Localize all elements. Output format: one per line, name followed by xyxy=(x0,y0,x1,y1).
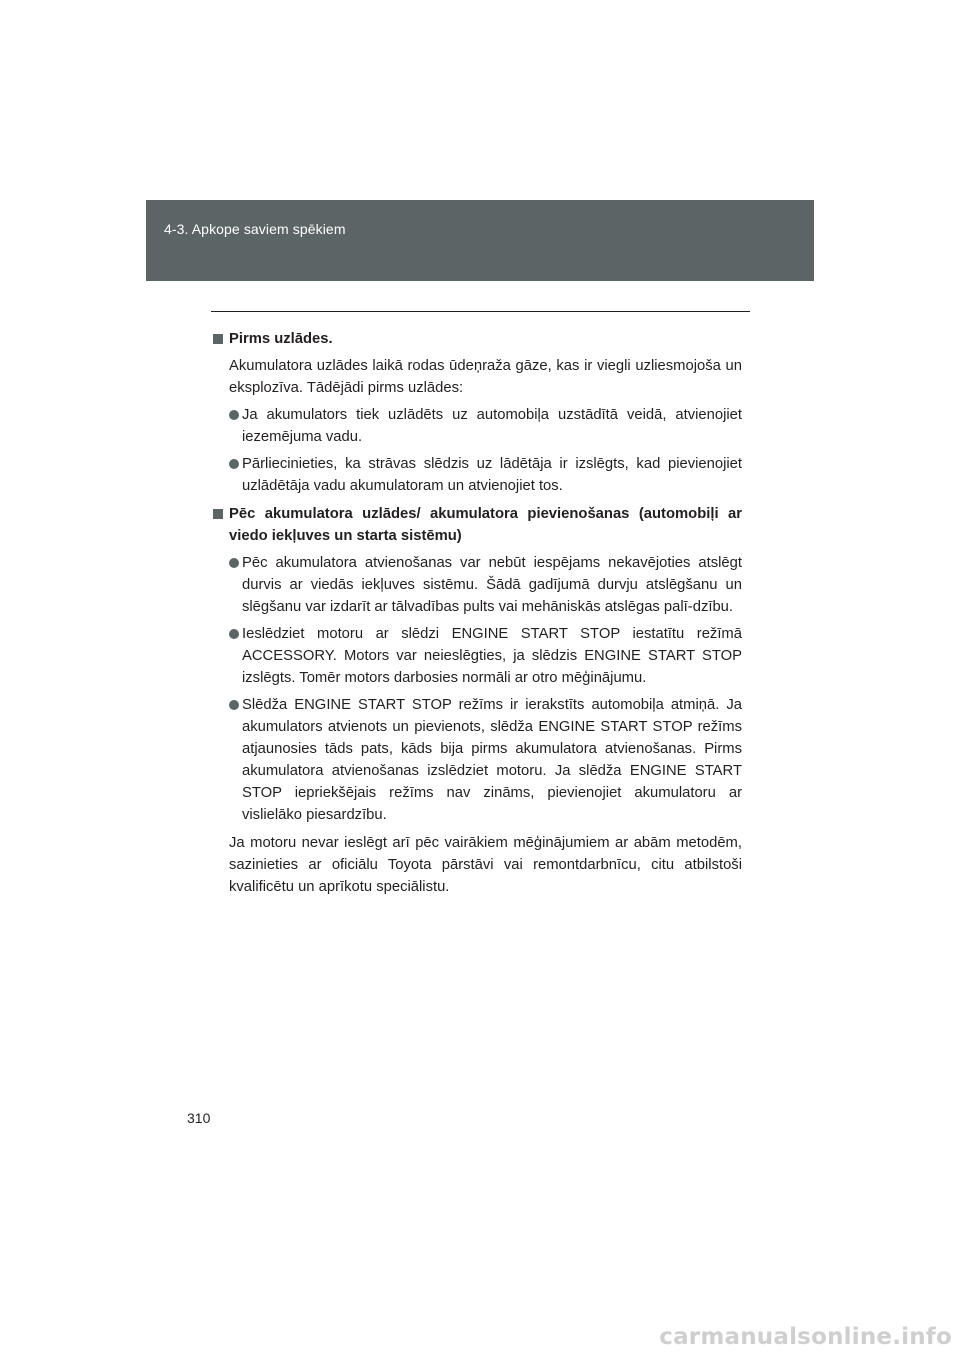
list-item-text: Ja akumulators tiek uzlādēts uz automobiļa uzstādītā veidā, atvienojiet iezemējuma vadu. xyxy=(242,407,742,445)
circle-bullet-icon xyxy=(229,558,239,568)
section-heading-text: Pirms uzlādes. xyxy=(229,331,333,347)
section-heading-before-charging xyxy=(212,328,742,350)
circle-bullet-icon xyxy=(229,629,239,639)
circle-bullet-icon xyxy=(229,410,239,420)
main-content xyxy=(212,328,742,898)
section-heading-text: Pēc akumulatora uzlādes/ akumulatora pievienošanas (automobiļi ar viedo iekļuves un starta sistēmu) xyxy=(229,506,742,544)
list-item-text: Pēc akumulatora atvienošanas var nebūt iespējams nekavējoties atslēgt durvis ar viedās iekļuves sistēmu. Šādā gadījumā durvju atslēgšanu un slēgšanu var izdarīt ar tālvadības pults vai mehāniskās atslēgas palī-dzību. xyxy=(242,555,742,615)
list-item-text: Slēdža ENGINE START STOP režīms ir ierakstīts automobiļa atmiņā. Ja akumulators atvienots un pievienots, slēdža ENGINE START STOP režīms atjaunosies tāds pats, kāds bija pirms akumulatora atvienošanas. Pirms akumulatora atvienošanas izslēdziet motoru. Ja slēdža ENGINE START STOP iepriekšējais režīms nav zināms, pievienojiet akumulatoru ar vislielāko piesardzību. xyxy=(242,697,742,823)
list-item xyxy=(229,623,742,689)
top-divider xyxy=(211,311,750,312)
list-item xyxy=(229,453,742,497)
section-heading-after-charging xyxy=(212,503,742,547)
list-item-text: Ieslēdziet motoru ar slēdzi ENGINE START STOP iestatītu režīmā ACCESSORY. Motors var neieslēgties, ja slēdzis ENGINE START STOP izslēgts. Tomēr motors darbosies normāli ar otro mēģinājumu. xyxy=(242,626,742,686)
circle-bullet-icon xyxy=(229,700,239,710)
square-bullet-icon xyxy=(213,334,223,344)
list-item-text: Pārliecinieties, ka strāvas slēdzis uz lādētāja ir izslēgts, kad pievienojiet uzlādētāja vadu akumulatoram un atvienojiet tos. xyxy=(242,456,742,494)
list-item xyxy=(229,552,742,618)
square-bullet-icon xyxy=(213,509,223,519)
list-item xyxy=(229,694,742,826)
watermark: carmanualsonline.info xyxy=(659,1324,952,1350)
section-header-band xyxy=(146,200,814,281)
page-number: 310 xyxy=(187,1110,211,1126)
section-header-title: 4-3. Apkope saviem spēkiem xyxy=(164,221,346,237)
section-intro: Akumulatora uzlādes laikā rodas ūdeņraža gāze, kas ir viegli uzliesmojoša un eksplozīva. Tādējādi pirms uzlādes: xyxy=(229,358,742,396)
list-item xyxy=(229,404,742,448)
closing-paragraph: Ja motoru nevar ieslēgt arī pēc vairākiem mēģinājumiem ar abām metodēm, sazinieties ar oficiālu Toyota pārstāvi vai remontdarbnīcu, citu atbilstoši kvalificētu un aprīkotu speciālistu. xyxy=(229,835,742,895)
circle-bullet-icon xyxy=(229,459,239,469)
